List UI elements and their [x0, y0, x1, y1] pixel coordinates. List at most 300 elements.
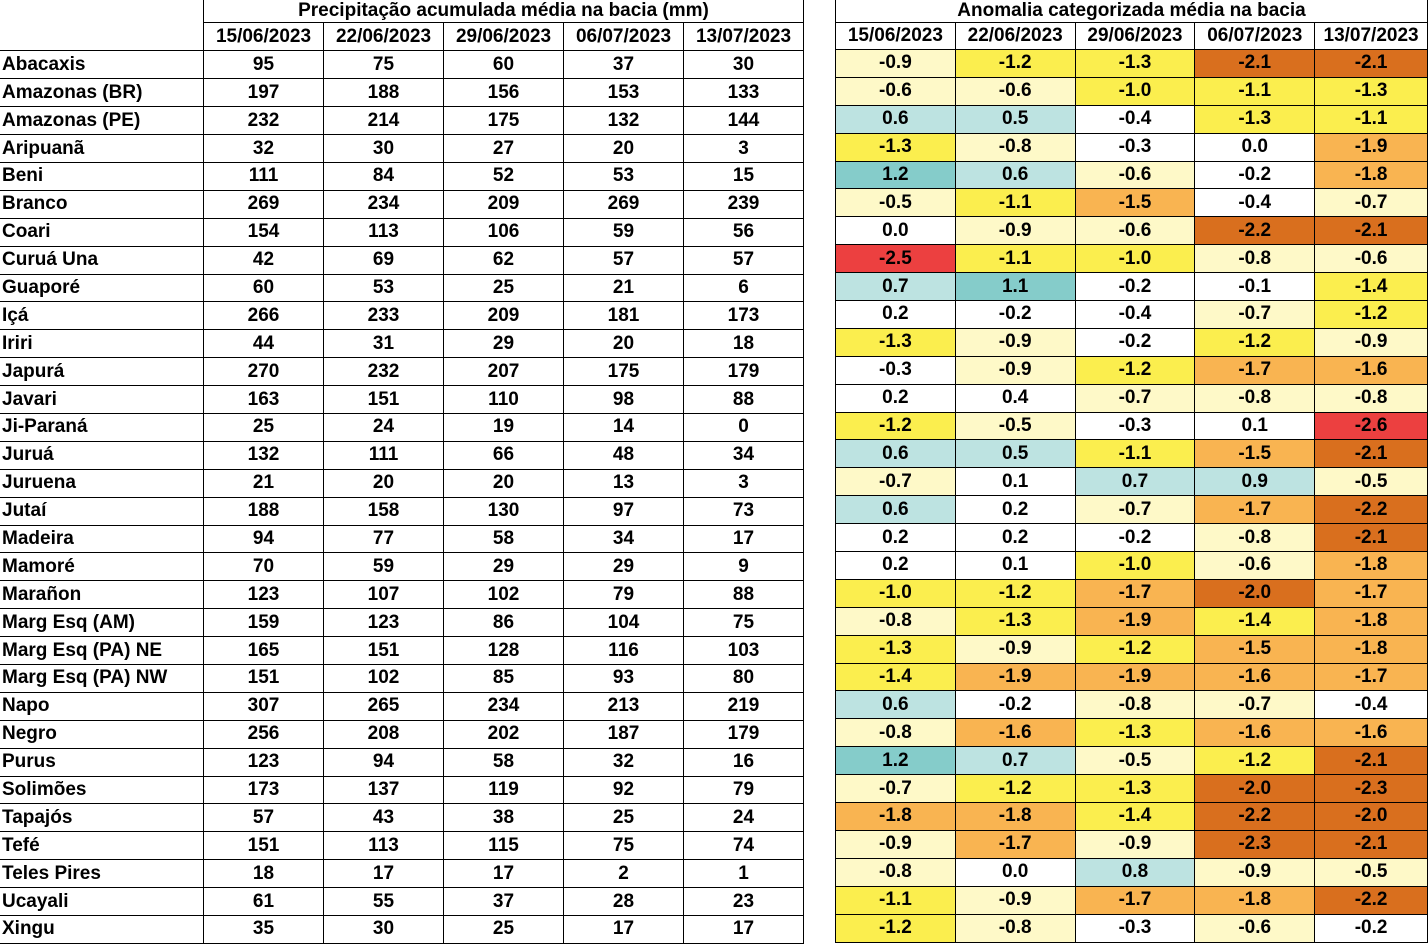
basin-name: Madeira	[0, 525, 204, 553]
precip-cell: 1	[684, 860, 804, 888]
table-row	[0, 246, 804, 274]
anomaly-cell: 0.6	[955, 161, 1075, 189]
precip-cell: 209	[444, 302, 564, 330]
precip-cell: 111	[324, 441, 444, 469]
anomaly-cell: -0.5	[836, 189, 956, 217]
precip-cell: 92	[564, 776, 684, 804]
anomaly-cell: -0.8	[1075, 691, 1195, 719]
precip-cell: 107	[324, 581, 444, 609]
basin-name: Iriri	[0, 330, 204, 358]
precip-cell: 53	[324, 274, 444, 302]
anomaly-cell: 0.6	[836, 496, 956, 524]
anomaly-cell: -1.3	[1195, 105, 1315, 133]
anomaly-cell: -1.8	[1315, 635, 1428, 663]
precip-cell: 59	[564, 218, 684, 246]
precip-cell: 34	[564, 525, 684, 553]
precip-cell: 55	[324, 888, 444, 916]
anomaly-cell: -0.7	[1195, 691, 1315, 719]
precip-cell: 35	[204, 916, 324, 944]
precip-cell: 29	[444, 553, 564, 581]
precip-cell: 209	[444, 190, 564, 218]
anomaly-cell: 1.2	[836, 161, 956, 189]
table-row	[0, 79, 804, 107]
anomaly-date-header: 29/06/2023	[1075, 23, 1195, 50]
basin-name: Mamoré	[0, 553, 204, 581]
anomaly-cell: -2.1	[1315, 747, 1428, 775]
anomaly-date-header: 06/07/2023	[1195, 23, 1315, 50]
precip-cell: 269	[204, 190, 324, 218]
precip-cell: 93	[564, 664, 684, 692]
precip-cell: 181	[564, 302, 684, 330]
anomaly-cell: -1.2	[1195, 328, 1315, 356]
basin-name: Purus	[0, 748, 204, 776]
precip-cell: 130	[444, 497, 564, 525]
precip-cell: 86	[444, 609, 564, 637]
precip-date-header: 15/06/2023	[204, 23, 324, 51]
anomaly-cell: -2.2	[1195, 803, 1315, 831]
anomaly-cell: -2.1	[1195, 50, 1315, 78]
anomaly-cell: -2.2	[1315, 886, 1428, 914]
basin-name: Tapajós	[0, 804, 204, 832]
precip-cell: 102	[324, 664, 444, 692]
anomaly-cell: -2.3	[1195, 830, 1315, 858]
precip-cell: 115	[444, 832, 564, 860]
anomaly-cell: -1.4	[836, 663, 956, 691]
anomaly-cell: -0.8	[1195, 245, 1315, 273]
precip-cell: 95	[204, 51, 324, 79]
table-row	[836, 301, 1428, 329]
precip-cell: 151	[204, 664, 324, 692]
precip-cell: 59	[324, 553, 444, 581]
precip-cell: 113	[324, 832, 444, 860]
precip-cell: 62	[444, 246, 564, 274]
basin-name: Marañon	[0, 581, 204, 609]
precip-cell: 163	[204, 386, 324, 414]
precip-cell: 214	[324, 107, 444, 135]
anomaly-cell: -1.6	[955, 719, 1075, 747]
anomaly-cell: -0.2	[1075, 524, 1195, 552]
table-row	[836, 217, 1428, 245]
precip-cell: 153	[564, 79, 684, 107]
anomaly-cell: -0.5	[1315, 858, 1428, 886]
precip-cell: 84	[324, 162, 444, 190]
table-row	[0, 162, 804, 190]
table-row	[0, 441, 804, 469]
table-row	[836, 524, 1428, 552]
anomaly-cell: -1.5	[1195, 440, 1315, 468]
anomaly-cell: -1.2	[1075, 356, 1195, 384]
precip-cell: 175	[444, 107, 564, 135]
precip-cell: 24	[324, 413, 444, 441]
table-row	[836, 635, 1428, 663]
table-row	[836, 579, 1428, 607]
table-row	[836, 914, 1428, 942]
table-row	[0, 51, 804, 79]
precip-cell: 58	[444, 748, 564, 776]
anomaly-cell: -1.7	[1075, 886, 1195, 914]
table-row	[836, 328, 1428, 356]
table-row	[0, 553, 804, 581]
anomaly-cell: 0.6	[836, 105, 956, 133]
precip-cell: 28	[564, 888, 684, 916]
corner-blank	[0, 23, 204, 51]
table-row	[0, 664, 804, 692]
basin-name: Juruena	[0, 469, 204, 497]
table-row	[836, 496, 1428, 524]
anomaly-cell: -1.1	[955, 189, 1075, 217]
anomaly-cell: -0.8	[1195, 524, 1315, 552]
precip-cell: 208	[324, 720, 444, 748]
anomaly-cell: -0.4	[1075, 301, 1195, 329]
anomaly-cell: 0.2	[836, 301, 956, 329]
precip-cell: 30	[684, 51, 804, 79]
anomaly-cell: -1.4	[1075, 803, 1195, 831]
table-row	[0, 916, 804, 944]
anomaly-cell: 0.1	[955, 552, 1075, 580]
table-row	[0, 748, 804, 776]
anomaly-cell: -1.1	[1075, 440, 1195, 468]
corner-blank	[0, 0, 204, 23]
anomaly-cell: -1.6	[1195, 663, 1315, 691]
anomaly-cell: -0.5	[1315, 468, 1428, 496]
anomaly-cell: -0.9	[955, 217, 1075, 245]
table-row	[836, 412, 1428, 440]
precip-cell: 38	[444, 804, 564, 832]
anomaly-cell: -0.6	[836, 77, 956, 105]
precip-table-title: Precipitação acumulada média na bacia (mm)	[204, 0, 804, 23]
table-row	[0, 274, 804, 302]
anomaly-cell: 0.2	[955, 524, 1075, 552]
table-row	[836, 50, 1428, 78]
basin-name: Tefé	[0, 832, 204, 860]
anomaly-cell: 0.4	[955, 384, 1075, 412]
precip-cell: 18	[684, 330, 804, 358]
table-row	[0, 190, 804, 218]
anomaly-date-header: 22/06/2023	[955, 23, 1075, 50]
table-row	[836, 830, 1428, 858]
precip-cell: 57	[564, 246, 684, 274]
table-row	[0, 692, 804, 720]
basin-name: Napo	[0, 692, 204, 720]
anomaly-cell: 0.0	[1195, 133, 1315, 161]
table-row	[836, 105, 1428, 133]
precip-cell: 119	[444, 776, 564, 804]
precip-cell: 17	[564, 916, 684, 944]
precip-cell: 133	[684, 79, 804, 107]
anomaly-cell: -0.8	[1195, 384, 1315, 412]
table-row	[836, 273, 1428, 301]
basin-name: Javari	[0, 386, 204, 414]
anomaly-cell: -1.0	[836, 579, 956, 607]
precip-cell: 24	[684, 804, 804, 832]
precip-cell: 116	[564, 637, 684, 665]
table-row	[836, 468, 1428, 496]
anomaly-cell: -0.2	[955, 691, 1075, 719]
table-row	[0, 386, 804, 414]
precip-cell: 23	[684, 888, 804, 916]
precip-cell: 219	[684, 692, 804, 720]
precip-cell: 17	[444, 860, 564, 888]
anomaly-cell: 0.8	[1075, 858, 1195, 886]
anomaly-cell: -0.7	[1195, 301, 1315, 329]
anomaly-cell: -0.2	[1075, 273, 1195, 301]
anomaly-cell: -0.6	[1075, 161, 1195, 189]
anomaly-cell: -1.3	[836, 635, 956, 663]
precip-cell: 113	[324, 218, 444, 246]
precip-cell: 17	[324, 860, 444, 888]
anomaly-cell: -1.8	[1315, 552, 1428, 580]
table-row	[0, 330, 804, 358]
anomaly-cell: -1.9	[1075, 663, 1195, 691]
precip-cell: 14	[564, 413, 684, 441]
anomaly-cell: -0.1	[1195, 273, 1315, 301]
precip-date-header: 06/07/2023	[564, 23, 684, 51]
table-row	[836, 775, 1428, 803]
table-row	[0, 804, 804, 832]
anomaly-cell: -1.7	[1315, 579, 1428, 607]
anomaly-cell: -0.8	[955, 133, 1075, 161]
precip-cell: 20	[444, 469, 564, 497]
table-row	[0, 860, 804, 888]
anomaly-cell: -1.3	[1075, 719, 1195, 747]
anomaly-cell: 0.0	[836, 217, 956, 245]
precip-cell: 75	[684, 609, 804, 637]
precip-cell: 123	[324, 609, 444, 637]
precip-cell: 232	[324, 358, 444, 386]
precip-date-header: 22/06/2023	[324, 23, 444, 51]
anomaly-cell: -1.0	[1075, 77, 1195, 105]
anomaly-cell: -0.8	[836, 719, 956, 747]
precip-cell: 69	[324, 246, 444, 274]
table-row	[0, 888, 804, 916]
table-row	[0, 637, 804, 665]
anomaly-cell: -1.8	[836, 803, 956, 831]
precip-cell: 32	[564, 748, 684, 776]
table-row	[836, 245, 1428, 273]
table-row	[836, 161, 1428, 189]
table-row	[0, 832, 804, 860]
anomaly-cell: 0.0	[955, 858, 1075, 886]
anomaly-cell: -0.6	[1075, 217, 1195, 245]
basin-name: Aripuanã	[0, 135, 204, 163]
precip-cell: 79	[684, 776, 804, 804]
precip-cell: 43	[324, 804, 444, 832]
precip-cell: 27	[444, 135, 564, 163]
precip-cell: 256	[204, 720, 324, 748]
precip-cell: 123	[204, 581, 324, 609]
precip-cell: 233	[324, 302, 444, 330]
precip-cell: 42	[204, 246, 324, 274]
precip-cell: 111	[204, 162, 324, 190]
anomaly-cell: -0.2	[1195, 161, 1315, 189]
anomaly-cell: -2.6	[1315, 412, 1428, 440]
basin-name: Amazonas (PE)	[0, 107, 204, 135]
table-row	[0, 720, 804, 748]
precip-cell: 25	[444, 274, 564, 302]
precip-cell: 20	[564, 330, 684, 358]
precip-cell: 32	[204, 135, 324, 163]
precip-cell: 56	[684, 218, 804, 246]
precip-cell: 30	[324, 135, 444, 163]
precip-cell: 175	[564, 358, 684, 386]
anomaly-cell: -1.7	[1075, 579, 1195, 607]
anomaly-cell: -1.3	[1075, 50, 1195, 78]
precip-cell: 25	[444, 916, 564, 944]
anomaly-cell: -1.9	[1315, 133, 1428, 161]
precip-cell: 57	[204, 804, 324, 832]
precip-cell: 239	[684, 190, 804, 218]
anomaly-cell: -1.8	[1315, 607, 1428, 635]
basin-name: Curuá Una	[0, 246, 204, 274]
precip-cell: 188	[204, 497, 324, 525]
precip-cell: 66	[444, 441, 564, 469]
anomaly-cell: -1.5	[1195, 635, 1315, 663]
anomaly-cell: -0.4	[1315, 691, 1428, 719]
precip-cell: 269	[564, 190, 684, 218]
precip-cell: 75	[324, 51, 444, 79]
anomaly-cell: 0.2	[955, 496, 1075, 524]
basin-name: Marg Esq (PA) NW	[0, 664, 204, 692]
precip-cell: 103	[684, 637, 804, 665]
anomaly-cell: -1.7	[955, 830, 1075, 858]
anomaly-cell: 0.2	[836, 384, 956, 412]
table-row	[836, 77, 1428, 105]
anomaly-cell: -1.2	[1075, 635, 1195, 663]
precip-cell: 29	[444, 330, 564, 358]
precip-cell: 266	[204, 302, 324, 330]
precip-cell: 13	[564, 469, 684, 497]
precip-cell: 57	[684, 246, 804, 274]
precip-cell: 61	[204, 888, 324, 916]
precip-cell: 144	[684, 107, 804, 135]
precip-cell: 9	[684, 553, 804, 581]
precip-cell: 265	[324, 692, 444, 720]
anomaly-cell: -1.0	[1075, 245, 1195, 273]
basin-name: Ji-Paraná	[0, 413, 204, 441]
precip-cell: 60	[204, 274, 324, 302]
precip-cell: 17	[684, 916, 804, 944]
precip-cell: 48	[564, 441, 684, 469]
anomaly-cell: -2.5	[836, 245, 956, 273]
precip-cell: 98	[564, 386, 684, 414]
precip-cell: 52	[444, 162, 564, 190]
table-row	[836, 663, 1428, 691]
anomaly-cell: -0.9	[1315, 328, 1428, 356]
precip-cell: 207	[444, 358, 564, 386]
anomaly-cell: 0.9	[1195, 468, 1315, 496]
anomaly-cell: -0.2	[1315, 914, 1428, 942]
precip-cell: 110	[444, 386, 564, 414]
anomaly-cell: 0.5	[955, 105, 1075, 133]
anomaly-cell: -1.9	[1075, 607, 1195, 635]
precip-cell: 18	[204, 860, 324, 888]
anomaly-cell: -1.3	[955, 607, 1075, 635]
precip-cell: 234	[444, 692, 564, 720]
table-row	[836, 189, 1428, 217]
precip-cell: 197	[204, 79, 324, 107]
table-row	[0, 525, 804, 553]
precip-cell: 94	[204, 525, 324, 553]
precip-cell: 2	[564, 860, 684, 888]
anomaly-cell: -1.1	[955, 245, 1075, 273]
precip-cell: 25	[204, 413, 324, 441]
table-row	[0, 609, 804, 637]
precip-cell: 3	[684, 135, 804, 163]
precip-cell: 106	[444, 218, 564, 246]
precip-cell: 58	[444, 525, 564, 553]
precip-cell: 151	[324, 386, 444, 414]
precip-cell: 34	[684, 441, 804, 469]
anomaly-cell: -0.9	[955, 328, 1075, 356]
table-row	[0, 497, 804, 525]
anomaly-cell: -0.4	[1195, 189, 1315, 217]
precip-cell: 173	[204, 776, 324, 804]
precip-cell: 74	[684, 832, 804, 860]
anomaly-cell: -1.4	[1195, 607, 1315, 635]
table-row	[836, 133, 1428, 161]
anomaly-cell: -1.6	[1195, 719, 1315, 747]
precip-cell: 128	[444, 637, 564, 665]
precip-cell: 232	[204, 107, 324, 135]
table-row	[0, 581, 804, 609]
anomaly-cell: -2.1	[1315, 524, 1428, 552]
table-row	[0, 218, 804, 246]
basin-name: Abacaxis	[0, 51, 204, 79]
anomaly-cell: -0.8	[1315, 384, 1428, 412]
anomaly-cell: -1.2	[955, 775, 1075, 803]
precip-cell: 31	[324, 330, 444, 358]
precip-cell: 213	[564, 692, 684, 720]
anomaly-cell: -2.0	[1195, 775, 1315, 803]
anomaly-cell: -2.1	[1315, 440, 1428, 468]
anomaly-cell: -1.9	[955, 663, 1075, 691]
anomaly-cell: -1.6	[1315, 356, 1428, 384]
table-row	[0, 776, 804, 804]
anomaly-cell: -2.3	[1315, 775, 1428, 803]
anomaly-date-header: 15/06/2023	[836, 23, 956, 50]
anomaly-cell: -0.3	[836, 356, 956, 384]
precip-cell: 94	[324, 748, 444, 776]
precip-cell: 188	[324, 79, 444, 107]
basin-name: Xingu	[0, 916, 204, 944]
anomaly-cell: -2.2	[1195, 217, 1315, 245]
table-row	[0, 469, 804, 497]
precip-cell: 187	[564, 720, 684, 748]
anomaly-cell: -1.2	[1195, 747, 1315, 775]
table-row	[836, 384, 1428, 412]
table-row	[0, 358, 804, 386]
anomaly-cell: -0.6	[1195, 552, 1315, 580]
anomaly-cell: -2.0	[1195, 579, 1315, 607]
precip-cell: 73	[684, 497, 804, 525]
precip-cell: 154	[204, 218, 324, 246]
anomaly-cell: -1.6	[1315, 719, 1428, 747]
anomaly-cell: -0.8	[836, 858, 956, 886]
anomaly-cell: -1.5	[1075, 189, 1195, 217]
anomaly-table	[835, 0, 1428, 943]
anomaly-cell: -2.2	[1315, 496, 1428, 524]
precip-cell: 25	[564, 804, 684, 832]
precip-cell: 151	[204, 832, 324, 860]
table-row	[836, 691, 1428, 719]
anomaly-cell: -0.9	[836, 830, 956, 858]
precip-cell: 132	[204, 441, 324, 469]
anomaly-cell: -0.5	[955, 412, 1075, 440]
anomaly-cell: 0.7	[1075, 468, 1195, 496]
precip-cell: 202	[444, 720, 564, 748]
anomaly-cell: -0.7	[1075, 384, 1195, 412]
precip-cell: 75	[564, 832, 684, 860]
